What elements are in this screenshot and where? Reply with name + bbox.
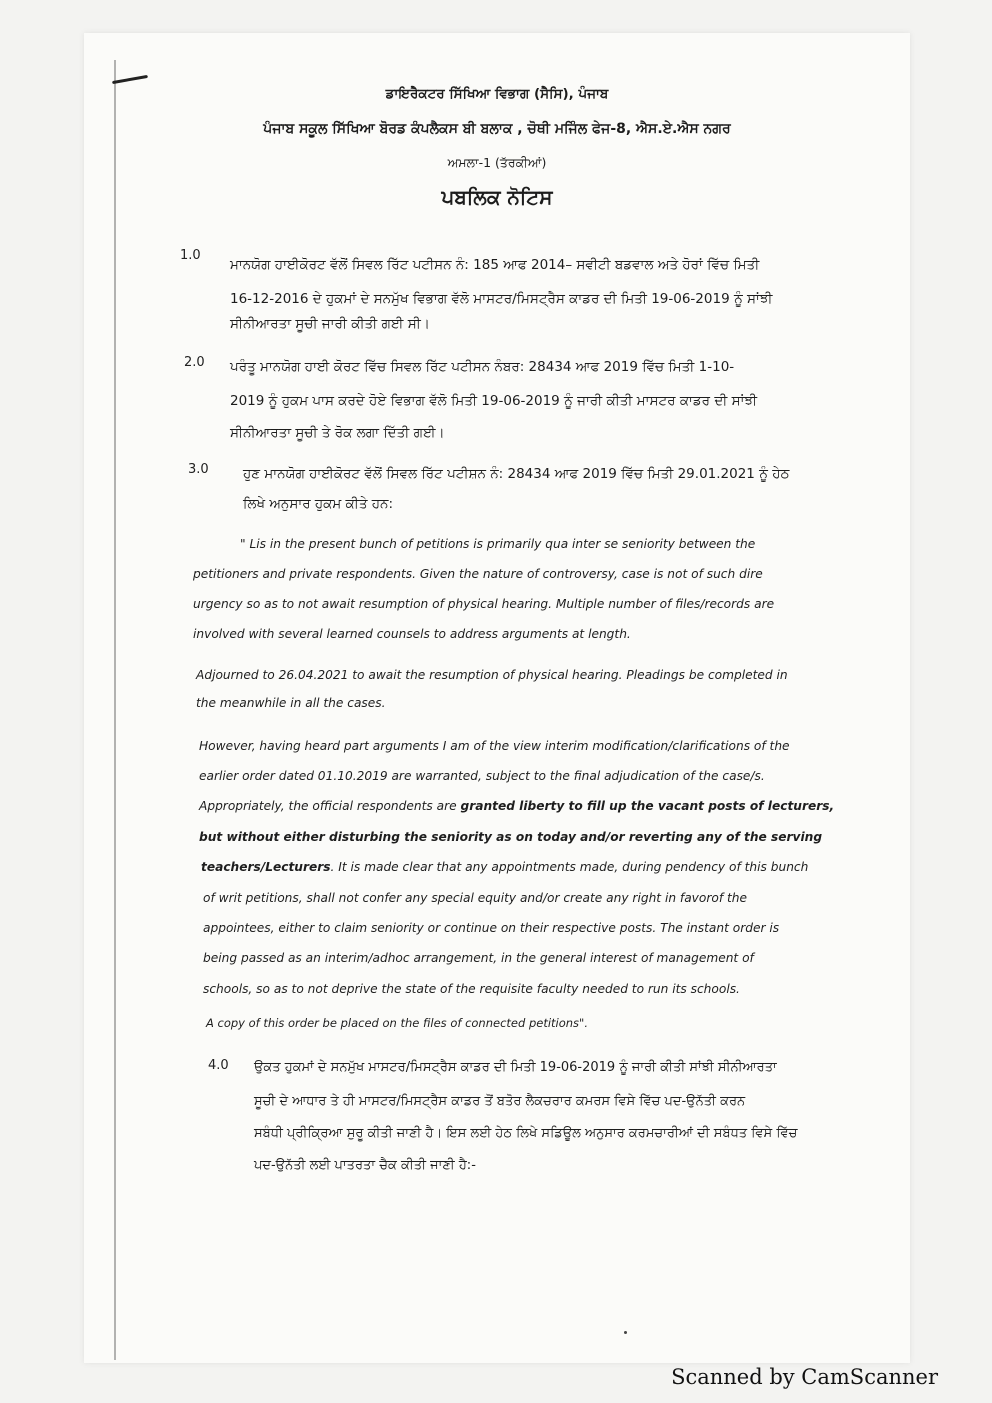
office-name: ਡਾਇਰੈਕਟਰ ਸਿੱਖਿਆ ਵਿਭਾਗ (ਸੈਸਿ), ਪੰਜਾਬ: [385, 86, 609, 102]
quote-line: [201, 859, 808, 875]
quote-line: Adjourned to 26.04.2021 to await the resumption of physical hearing. Pleadings be completed in: [196, 668, 788, 682]
quote-text: Appropriately, the official respondents are: [199, 799, 461, 813]
quote-line: petitioners and private respondents. Given the nature of controversy, case is not of such dire: [193, 567, 763, 581]
scanner-watermark: Scanned by CamScanner: [671, 1365, 938, 1389]
branch-name: ਅਮਲਾ-1 (ਤੱਰਕੀਆਂ): [447, 155, 547, 170]
quote-line: being passed as an interim/adhoc arrangement, in the general interest of management of: [203, 951, 754, 965]
paragraph-line: ਲਿਖੇ ਅਨੁਸਾਰ ਹੁਕਮ ਕੀਤੇ ਹਨ:: [243, 496, 394, 512]
paragraph-line: ਹੁਣ ਮਾਨਯੋਗ ਹਾਈਕੋਰਟ ਵੱਲੋਂ ਸਿਵਲ ਰਿੱਟ ਪਟੀਸ਼ਨ ਨੰ: 28434 ਆਫ 2019 ਵਿੱਚ ਮਿਤੀ 29.01.2021 ਨੂੰ ਹੇਠ: [243, 466, 790, 482]
paragraph-line: 2019 ਨੂੰ ਹੁਕਮ ਪਾਸ ਕਰਦੇ ਹੋਏ ਵਿਭਾਗ ਵੱਲੋ ਮਿਤੀ 19-06-2019 ਨੂੰ ਜਾਰੀ ਕੀਤੀ ਮਾਸਟਰ ਕਾਡਰ ਦੀ ਸਾਂਝੀ: [230, 393, 758, 409]
paragraph-line: ਉਕਤ ਹੁਕਮਾਂ ਦੇ ਸਨਮੁੱਖ ਮਾਸਟਰ/ਮਿਸਟ੍ਰੈਸ ਕਾਡਰ ਦੀ ਮਿਤੀ 19-06-2019 ਨੂੰ ਜਾਰੀ ਕੀਤੀ ਸਾਂਝੀ ਸੀਨੀਆਰਤਾ: [254, 1060, 777, 1075]
paragraph-line: ਪਰੰਤੂ ਮਾਨਯੋਗ ਹਾਈ ਕੋਰਟ ਵਿੱਚ ਸਿਵਲ ਰਿੱਟ ਪਟੀਸਨ ਨੰਬਰ: 28434 ਆਫ 2019 ਵਿੱਚ ਮਿਤੀ 1-10-: [230, 359, 735, 375]
quote-emphasis: granted liberty to fill up the vacant posts of lecturers,: [460, 799, 835, 813]
paragraph-line: 16-12-2016 ਦੇ ਹੁਕਮਾਂ ਦੇ ਸਨਮੁੱਖ ਵਿਭਾਗ ਵੱਲੋ ਮਾਸਟਰ/ਮਿਸਟ੍ਰੈਸ ਕਾਡਰ ਦੀ ਮਿਤੀ 19-06-2019 ਨੂੰ ਸਾਂਝੀ: [230, 291, 773, 307]
paragraph-line: ਸਬੰਧੀ ਪ੍ਰੀਕ੍ਰਿਆ ਸੁਰੂ ਕੀਤੀ ਜਾਣੀ ਹੈ। ਇਸ ਲਈ ਹੇਠ ਲਿਖੇ ਸਡਿਊਲ ਅਨੁਸਾਰ ਕਰਮਚਾਰੀਆਂ ਦੀ ਸਬੰਧਤ ਵਿਸੇ ਵਿੱਚ: [254, 1126, 798, 1141]
quote-line: [199, 829, 822, 845]
paragraph-number: 1.0: [180, 248, 201, 263]
quote-line: of writ petitions, shall not confer any special equity and/or create any right in favorof the: [203, 891, 747, 905]
quote-line: involved with several learned counsels to address arguments at length.: [193, 627, 631, 641]
quote-line: earlier order dated 01.10.2019 are warranted, subject to the final adjudication of the case/s.: [199, 769, 765, 783]
page-fold-line: [114, 60, 116, 1360]
notice-title: ਪਬਲਿਕ ਨੋਟਿਸ: [441, 185, 553, 209]
quote-line: [199, 798, 834, 814]
quote-line: However, having heard part arguments I am of the view interim modification/clarifications of the: [199, 739, 790, 753]
paragraph-line: ਪਦ-ਉਨੱਤੀ ਲਈ ਪਾਤਰਤਾ ਚੈਕ ਕੀਤੀ ਜਾਣੀ ਹੈ:-: [254, 1158, 476, 1173]
quote-text: . It is made clear that any appointments made, during pendency of this bunch: [330, 860, 809, 874]
paragraph-number: 2.0: [184, 355, 205, 370]
quote-emphasis: but without either disturbing the seniority as on today and/or reverting any of the serving: [199, 830, 823, 844]
quote-line: " Lis in the present bunch of petitions is primarily qua inter se seniority between the: [240, 537, 756, 551]
paragraph-number: 3.0: [188, 462, 209, 477]
paragraph-line: ਸੂਚੀ ਦੇ ਆਧਾਰ ਤੇ ਹੀ ਮਾਸਟਰ/ਮਿਸਟ੍ਰੈਸ ਕਾਡਰ ਤੋਂ ਬਤੋਰ ਲੈਕਚਰਾਰ ਕਮਰਸ ਵਿਸੇ ਵਿੱਚ ਪਦ-ਉਨੱਤੀ ਕਰਨ: [254, 1094, 746, 1109]
paragraph-line: ਸੀਨੀਆਰਤਾ ਸੂਚੀ ਜਾਰੀ ਕੀਤੀ ਗਈ ਸੀ।: [230, 316, 430, 332]
quote-line: appointees, either to claim seniority or continue on their respective posts. The instant order is: [203, 921, 780, 935]
office-address: ਪੰਜਾਬ ਸਕੂਲ ਸਿੱਖਿਆ ਬੋਰਡ ਕੰਪਲੈਕਸ ਬੀ ਬਲਾਕ , ਚੋਥੀ ਮਜਿੰਲ ਫੇਜ-8, ਐਸ.ਏ.ਐਸ ਨਗਰ: [263, 121, 731, 137]
quote-emphasis: teachers/Lecturers: [201, 860, 331, 874]
quote-line: urgency so as to not await resumption of physical hearing. Multiple number of files/records are: [193, 597, 775, 611]
quote-line: the meanwhile in all the cases.: [196, 696, 386, 710]
quote-line: A copy of this order be placed on the files of connected petitions".: [206, 1016, 588, 1030]
paragraph-line: ਸੀਨੀਆਰਤਾ ਸੂਚੀ ਤੇ ਰੋਕ ਲਗਾ ਦਿੱਤੀ ਗਈ।: [230, 425, 445, 441]
scan-speck: [624, 1331, 627, 1334]
paragraph-line: ਮਾਨਯੋਗ ਹਾਈਕੋਰਟ ਵੱਲੋਂ ਸਿਵਲ ਰਿੱਟ ਪਟੀਸਨ ਨੰ: 185 ਆਫ 2014– ਸਵੀਟੀ ਬਡਵਾਲ ਅਤੇ ਹੋਰਾਂ ਵਿੱਚ ਮਿਤੀ: [230, 257, 760, 273]
paragraph-number: 4.0: [208, 1058, 229, 1073]
quote-line: schools, so as to not deprive the state of the requisite faculty needed to run its schools.: [203, 982, 740, 996]
